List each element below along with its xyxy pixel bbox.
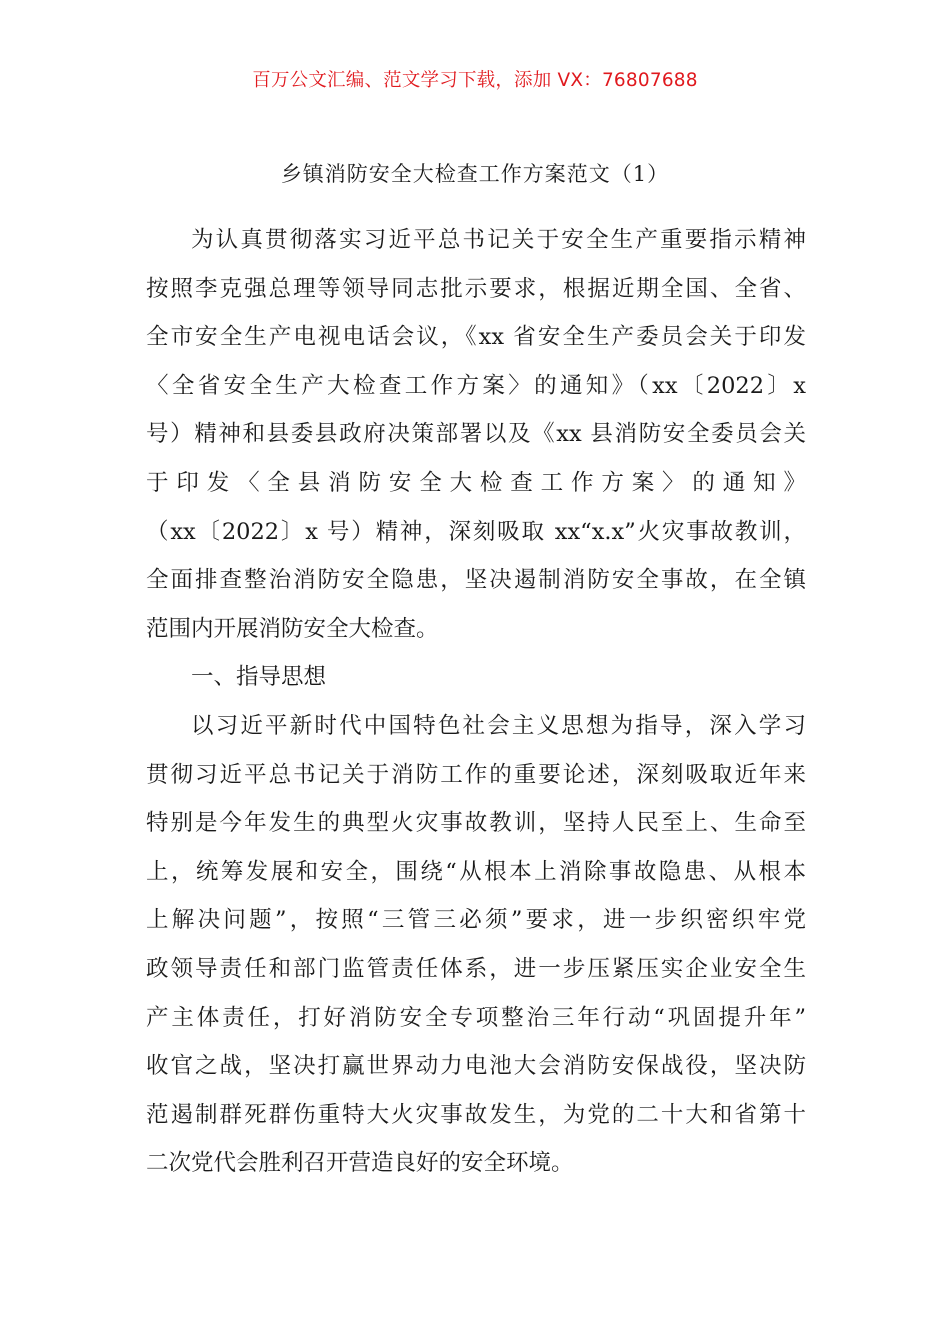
paragraph-line: 号）精神和县委县政府决策部署以及《xx 县消防安全委员会关 bbox=[146, 421, 806, 448]
paragraph-line: 范围内开展消防安全大检查。 bbox=[146, 615, 439, 642]
paragraph-line: （xx〔2022〕x 号）精神，深刻吸取 xx“x.x”火灾事故教训， bbox=[146, 518, 806, 545]
section-heading: 一、指导思想 bbox=[191, 664, 327, 691]
paragraph-line: 上解决问题”，按照“三管三必须”要求，进一步织密织牢党 bbox=[146, 907, 806, 934]
paragraph-line: 范遏制群死群伤重特大火灾事故发生，为党的二十大和省第十 bbox=[146, 1101, 806, 1128]
document-title: 乡镇消防安全大检查工作方案范文（1） bbox=[280, 162, 670, 186]
paragraph-line: 收官之战，坚决打赢世界动力电池大会消防安保战役，坚决防 bbox=[146, 1053, 806, 1080]
paragraph-line: 政领导责任和部门监管责任体系，进一步压紧压实企业安全生 bbox=[146, 955, 806, 982]
paragraph-line: 全面排查整治消防安全隐患，坚决遏制消防安全事故，在全镇 bbox=[146, 567, 806, 594]
paragraph-line: 特别是今年发生的典型火灾事故教训，坚持人民至上、生命至 bbox=[146, 810, 806, 837]
paragraph-line: 为认真贯彻落实习近平总书记关于安全生产重要指示精神 bbox=[191, 227, 806, 253]
document-body bbox=[146, 220, 806, 1192]
paragraph-line: 产主体责任，打好消防安全专项整治三年行动“巩固提升年” bbox=[146, 1004, 806, 1031]
paragraph-line: 上，统筹发展和安全，围绕“从根本上消除事故隐患、从根本 bbox=[146, 858, 806, 885]
paragraph-line: 按照李克强总理等领导同志批示要求，根据近期全国、全省、 bbox=[146, 275, 806, 302]
paragraph-line: 以习近平新时代中国特色社会主义思想为指导，深入学习 bbox=[191, 712, 806, 739]
paragraph-line: 二次党代会胜利召开营造良好的安全环境。 bbox=[146, 1150, 574, 1177]
paragraph-line: 于印发〈全县消防安全大检查工作方案〉的通知》 bbox=[146, 469, 806, 496]
paragraph-line: 全市安全生产电视电话会议，《xx 省安全生产委员会关于印发 bbox=[146, 324, 806, 351]
paragraph-line: 〈全省安全生产大检查工作方案〉的通知》（xx〔2022〕x bbox=[146, 372, 806, 399]
watermark-header: 百万公文汇编、范文学习下载，添加 VX：76807688 bbox=[252, 70, 698, 91]
paragraph-line: 贯彻习近平总书记关于消防工作的重要论述，深刻吸取近年来 bbox=[146, 761, 806, 788]
